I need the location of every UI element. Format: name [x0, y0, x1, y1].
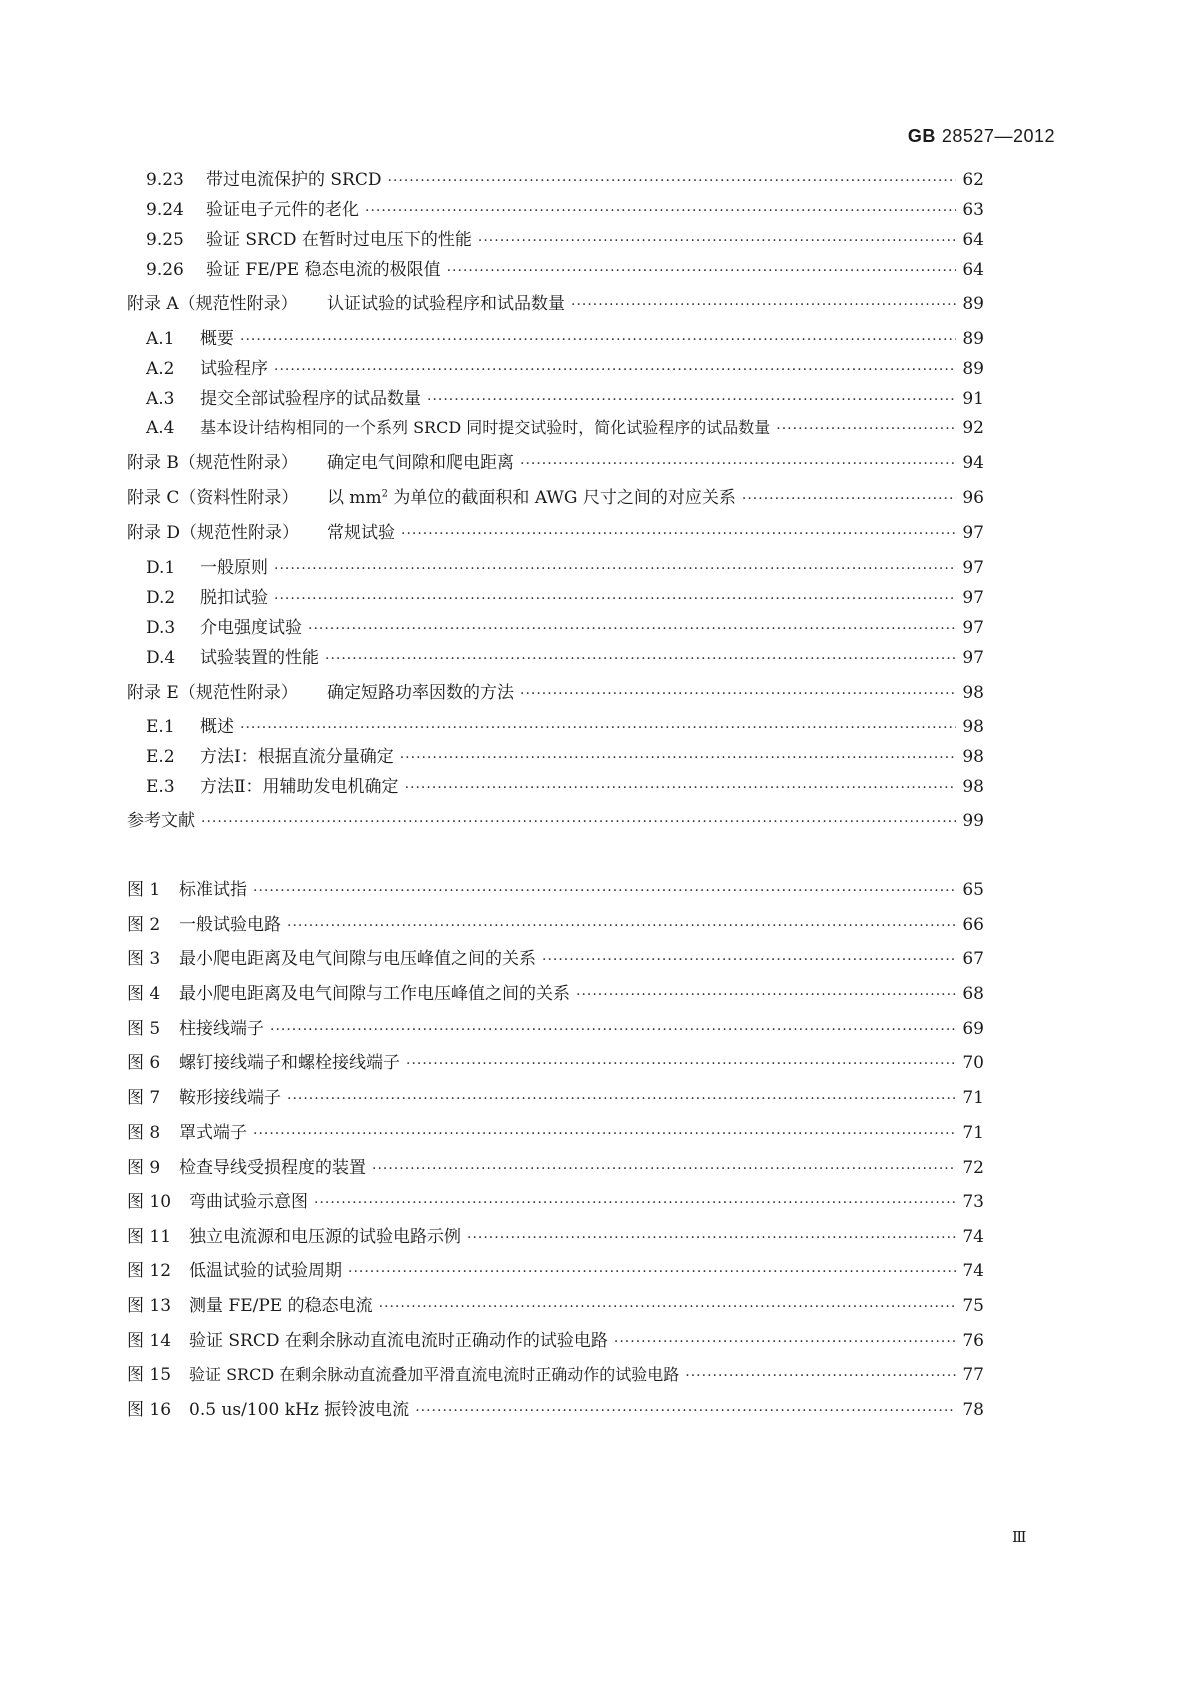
toc-entry[interactable]: 9.23 带过电流保护的 SRCD ····· 62 [146, 167, 984, 193]
page-footer-number: Ⅲ [1012, 1528, 1027, 1546]
dot-leader [372, 1156, 956, 1182]
toc-entry[interactable]: D.3 介电强度试验 ····· 97 [146, 615, 984, 641]
page-number: 66 [962, 915, 984, 935]
dot-leader [406, 1051, 956, 1077]
toc-entry[interactable]: D.2 脱扣试验 ····· 97 [146, 585, 984, 611]
figure-entry[interactable]: 图 3 最小爬电距离及电气间隙与电压峰值之间的关系 ····· 67 [127, 946, 984, 972]
page-number: 97 [962, 618, 984, 638]
page-number: 69 [962, 1019, 984, 1039]
page-number: 98 [962, 777, 984, 797]
figure-entry[interactable]: 图 15 验证 SRCD 在剩余脉动直流叠加平滑直流电流时正确动作的试验电路 ····· 77 [127, 1362, 984, 1388]
dot-leader [614, 1329, 956, 1355]
figure-entry[interactable]: 图 6 螺钉接线端子和螺栓接线端子 ····· 70 [127, 1050, 984, 1076]
toc-entry[interactable]: E.1 概述 ····· 98 [146, 714, 984, 740]
page-number: 62 [962, 170, 984, 190]
figure-entry[interactable]: 图 10 弯曲试验示意图 ····· 73 [127, 1189, 984, 1215]
toc-entry-appendix[interactable]: 附录 A（规范性附录） 认证试验的试验程序和试品数量 ····· 89 [127, 291, 984, 317]
dot-leader [388, 168, 957, 194]
page-number: 72 [962, 1158, 984, 1178]
page-number: 98 [962, 717, 984, 737]
page-number: 71 [962, 1088, 984, 1108]
page-number: 67 [962, 949, 984, 969]
dot-leader [478, 228, 956, 254]
dot-leader [270, 1017, 956, 1043]
toc-entry[interactable]: D.4 试验装置的性能 ····· 97 [146, 645, 984, 671]
dot-leader [253, 1121, 956, 1147]
dot-leader [287, 1086, 956, 1112]
page-number: 91 [962, 389, 984, 409]
figure-entry[interactable]: 图 2 一般试验电路 ····· 66 [127, 912, 984, 938]
page-number: 64 [962, 230, 984, 250]
dot-leader [400, 745, 956, 771]
page-number: 65 [962, 880, 984, 900]
toc-entry-appendix[interactable]: 附录 E（规范性附录） 确定短路功率因数的方法 ····· 98 [127, 680, 984, 706]
dot-leader [685, 1363, 956, 1389]
page-number: 78 [962, 1400, 984, 1420]
standard-number: 28527—2012 [941, 126, 1055, 146]
figure-entry[interactable]: 图 1 标准试指 ····· 65 [127, 877, 984, 903]
dot-leader [308, 616, 956, 642]
dot-leader [240, 327, 956, 353]
figure-entry[interactable]: 图 14 验证 SRCD 在剩余脉动直流电流时正确动作的试验电路 ····· 76 [127, 1328, 984, 1354]
page-number: 99 [962, 811, 984, 831]
dot-leader [287, 913, 956, 939]
dot-leader [415, 1398, 956, 1424]
page-number: 89 [962, 329, 984, 349]
dot-leader [240, 715, 956, 741]
page-number: 98 [962, 683, 984, 703]
dot-leader [520, 681, 956, 707]
dot-leader [571, 292, 956, 318]
figure-entry[interactable]: 图 4 最小爬电距离及电气间隙与工作电压峰值之间的关系 ····· 68 [127, 981, 984, 1007]
standard-prefix: GB [907, 126, 936, 146]
page-number: 74 [962, 1261, 984, 1281]
figure-entry[interactable]: 图 7 鞍形接线端子 ····· 71 [127, 1085, 984, 1111]
dot-leader [325, 646, 956, 672]
page-number: 97 [962, 588, 984, 608]
figure-entry[interactable]: 图 12 低温试验的试验周期 ····· 74 [127, 1258, 984, 1284]
dot-leader [253, 878, 956, 904]
dot-leader [201, 809, 956, 835]
page-number: 71 [962, 1123, 984, 1143]
dot-leader [401, 521, 956, 547]
toc-entry-appendix[interactable]: 附录 C（资料性附录） 以 $mm^2$ 为单位的截面积和 AWG 尺寸之间的对应关系 ····· 96 [127, 485, 984, 511]
dot-leader [274, 586, 956, 612]
toc-entry-references[interactable]: 参考文献 ····· 99 [127, 808, 984, 834]
figure-entry[interactable]: 图 13 测量 FE/PE 的稳态电流 ····· 75 [127, 1293, 984, 1319]
page-number: 92 [962, 418, 984, 438]
dot-leader [776, 416, 956, 442]
page-number: 97 [962, 523, 984, 543]
toc-entry[interactable]: E.2 方法Ⅰ：根据直流分量确定 ····· 98 [146, 744, 984, 770]
page-number: 97 [962, 558, 984, 578]
page-number: 74 [962, 1227, 984, 1247]
page-number: 89 [962, 359, 984, 379]
dot-leader [348, 1259, 956, 1285]
page-number: 89 [962, 294, 984, 314]
dot-leader [576, 982, 956, 1008]
page-number: 97 [962, 648, 984, 668]
page-number: 64 [962, 260, 984, 280]
dot-leader [742, 486, 956, 512]
toc-entry[interactable]: 9.24 验证电子元件的老化 ····· 63 [146, 197, 984, 223]
figure-entry[interactable]: 图 9 检查导线受损程度的装置 ····· 72 [127, 1155, 984, 1181]
page-number: 98 [962, 747, 984, 767]
page-number: 63 [962, 200, 984, 220]
figure-entry[interactable]: 图 5 柱接线端子 ····· 69 [127, 1016, 984, 1042]
toc-entry-appendix[interactable]: 附录 B（规范性附录） 确定电气间隙和爬电距离 ····· 94 [127, 450, 984, 476]
toc-entry-appendix[interactable]: 附录 D（规范性附录） 常规试验 ····· 97 [127, 520, 984, 546]
toc-entry[interactable]: A.2 试验程序 ····· 89 [146, 356, 984, 382]
dot-leader [274, 357, 956, 383]
dot-leader [427, 387, 956, 413]
page-number: 96 [962, 488, 984, 508]
page-number: 68 [962, 984, 984, 1004]
toc-entry[interactable]: 9.25 验证 SRCD 在暂时过电压下的性能 ····· 64 [146, 227, 984, 253]
dot-leader [542, 947, 956, 973]
dot-leader [405, 775, 956, 801]
page-number: 73 [962, 1192, 984, 1212]
page-number: 77 [962, 1365, 984, 1385]
toc-entry[interactable]: 9.26 验证 FE/PE 稳态电流的极限值 ····· 64 [146, 257, 984, 283]
toc-entry[interactable]: A.1 概要 ····· 89 [146, 326, 984, 352]
dot-leader [365, 198, 956, 224]
dot-leader [467, 1225, 956, 1251]
dot-leader [274, 556, 956, 582]
dot-leader [379, 1294, 956, 1320]
toc-entry[interactable]: D.1 一般原则 ····· 97 [146, 555, 984, 581]
page-number: 70 [962, 1053, 984, 1073]
toc-entry[interactable]: E.3 方法Ⅱ：用辅助发电机确定 ····· 98 [146, 774, 984, 800]
page-number: 76 [962, 1331, 984, 1351]
figure-entry[interactable]: 图 11 独立电流源和电压源的试验电路示例 ····· 74 [127, 1224, 984, 1250]
figure-entry[interactable]: 图 8 罩式端子 ····· 71 [127, 1120, 984, 1146]
document-header [908, 126, 1055, 147]
figure-entry[interactable]: 图 16 0.5 us/100 kHz 振铃波电流 ····· 78 [127, 1397, 984, 1423]
dot-leader [520, 451, 956, 477]
page-number: 75 [962, 1296, 984, 1316]
toc-entry[interactable]: A.3 提交全部试验程序的试品数量 ····· 91 [146, 386, 984, 412]
dot-leader [314, 1190, 956, 1216]
toc-entry[interactable]: A.4 基本设计结构相同的一个系列 SRCD 同时提交试验时，简化试验程序的试品数量 ····· 92 [146, 415, 984, 441]
page-number: 94 [962, 453, 984, 473]
dot-leader [447, 258, 956, 284]
